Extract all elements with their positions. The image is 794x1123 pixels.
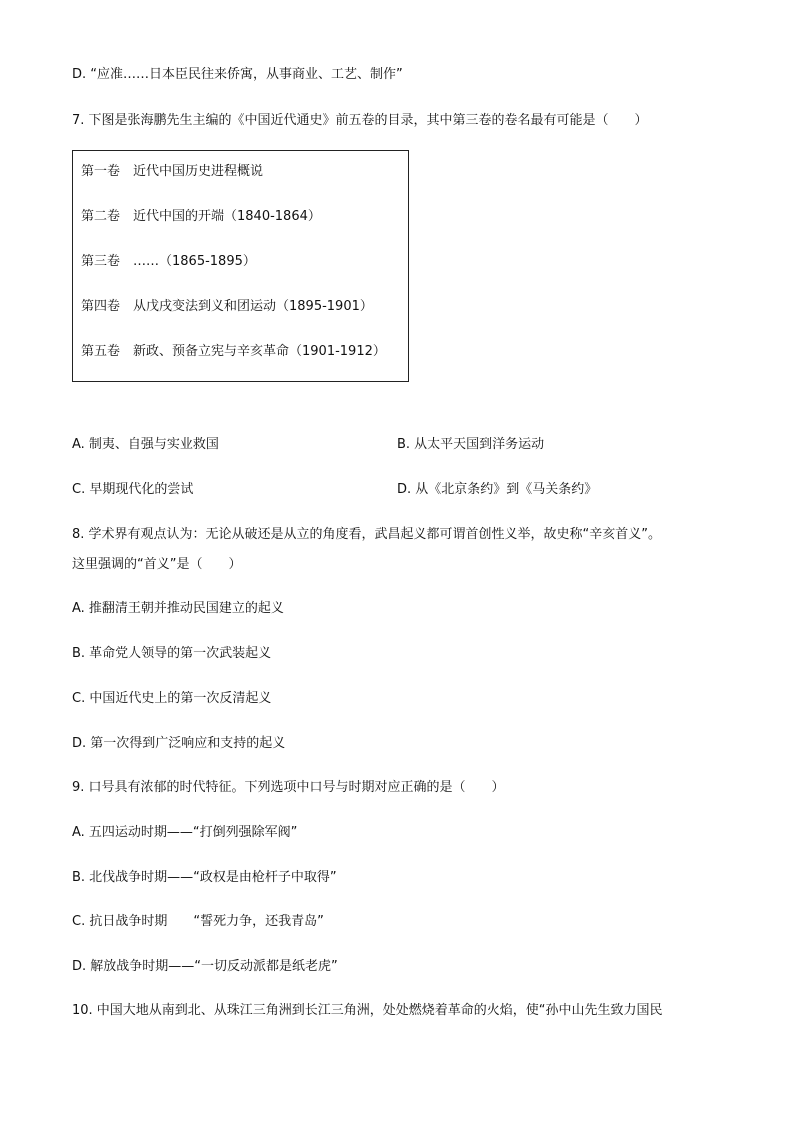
q9-stem: 9. 口号具有浓郁的时代特征。下列选项中口号与时期对应正确的是（ ） [72, 780, 505, 795]
q9-option-d[interactable]: D. 解放战争时期——“一切反动派都是纸老虎” [72, 959, 338, 974]
q8-option-c[interactable]: C. 中国近代史上的第一次反清起义 [72, 691, 272, 706]
q8-option-a[interactable]: A. 推翻清王朝并推动民国建立的起义 [72, 601, 284, 616]
q7-option-d[interactable]: D. 从《北京条约》到《马关条约》 [397, 482, 598, 497]
q7-option-c[interactable]: C. 早期现代化的尝试 [72, 482, 194, 497]
toc-item: 第一卷 近代中国历史进程概说 [81, 164, 264, 179]
q7-option-a[interactable]: A. 制夷、自强与实业救国 [72, 437, 219, 452]
q8-option-b[interactable]: B. 革命党人领导的第一次武装起义 [72, 646, 272, 661]
toc-item: 第二卷 近代中国的开端（1840-1864） [81, 209, 321, 224]
q8-option-d[interactable]: D. 第一次得到广泛响应和支持的起义 [72, 736, 286, 751]
q8-stem-line1: 8. 学术界有观点认为：无论从破还是从立的角度看，武昌起义都可谓首创性义举，故史称“辛亥首义”。 [72, 527, 662, 542]
toc-box [72, 150, 409, 382]
q9-option-a[interactable]: A. 五四运动时期——“打倒列强除军阀” [72, 825, 298, 840]
q6-option-d: D. “应准……日本臣民往来侨寓，从事商业、工艺、制作” [72, 67, 403, 82]
q9-option-c[interactable]: C. 抗日战争时期 “誓死力争，还我青岛” [72, 914, 324, 929]
q7-option-b[interactable]: B. 从太平天国到洋务运动 [397, 437, 545, 452]
q8-stem-line2: 这里强调的“首义”是（ ） [72, 557, 242, 572]
q10-stem-line1: 10. 中国大地从南到北、从珠江三角洲到长江三角洲，处处燃烧着革命的火焰，使“孙中山先生致力国民 [72, 1003, 663, 1018]
toc-item: 第五卷 新政、预备立宪与辛亥革命（1901-1912） [81, 344, 386, 359]
q9-option-b[interactable]: B. 北伐战争时期——“政权是由枪杆子中取得” [72, 870, 337, 885]
toc-item: 第三卷 ……（1865-1895） [81, 254, 256, 269]
toc-item: 第四卷 从戊戌变法到义和团运动（1895-1901） [81, 299, 373, 314]
q7-stem: 7. 下图是张海鹏先生主编的《中国近代通史》前五卷的目录，其中第三卷的卷名最有可能是（ ） [72, 113, 648, 128]
